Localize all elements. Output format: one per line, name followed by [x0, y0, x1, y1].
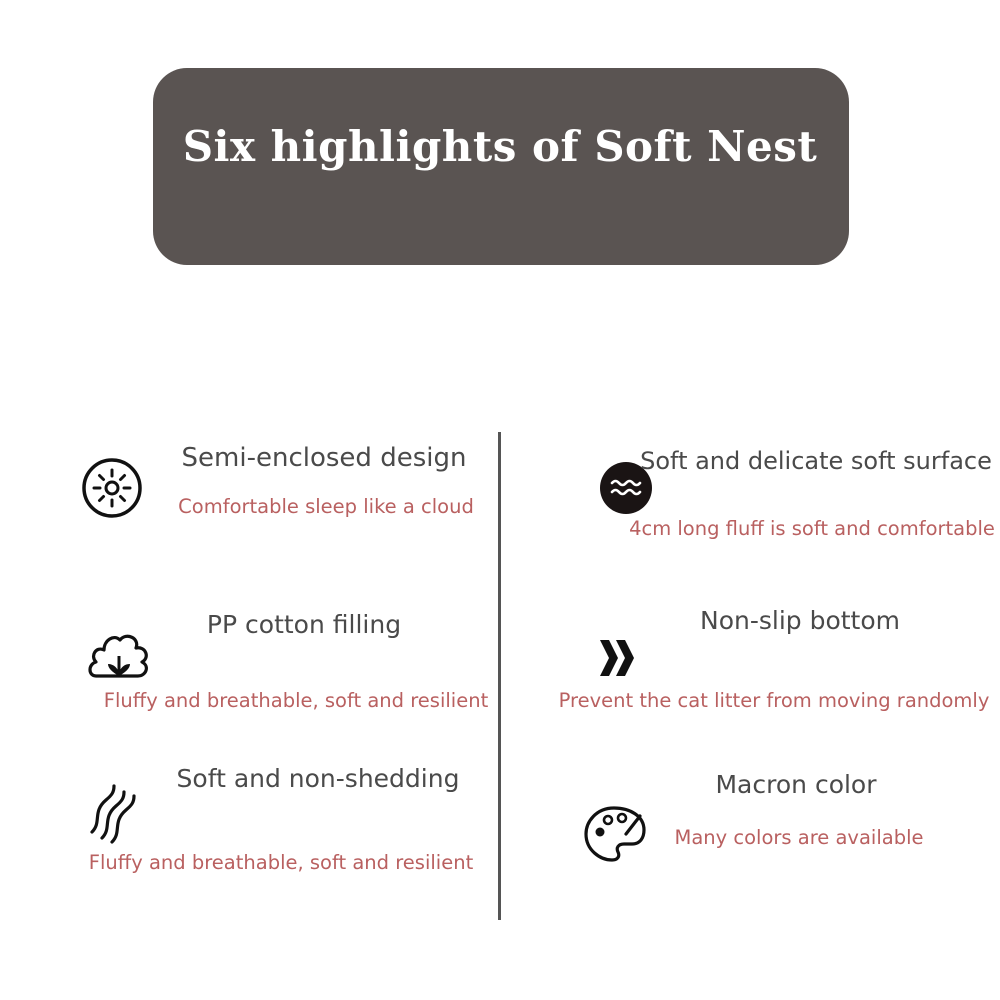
feature-subtitle-semi-enclosed: Comfortable sleep like a cloud: [178, 495, 474, 518]
feature-title-macron-color: Macron color: [715, 770, 877, 799]
feature-title-semi-enclosed: Semi-enclosed design: [181, 443, 467, 473]
feature-title-non-shedding: Soft and non-shedding: [176, 764, 460, 793]
sun-circle-icon: [80, 456, 144, 520]
feature-subtitle-non-slip: Prevent the cat litter from moving randomly: [558, 689, 990, 712]
page-title: Six highlights of Soft Nest: [182, 122, 818, 171]
feature-subtitle-non-shedding: Fluffy and breathable, soft and resilient: [88, 851, 474, 874]
cotton-icon: [86, 626, 152, 682]
feature-title-pp-cotton: PP cotton filling: [206, 610, 402, 639]
feature-subtitle-macron-color: Many colors are available: [674, 826, 924, 849]
feature-subtitle-pp-cotton: Fluffy and breathable, soft and resilient: [103, 689, 489, 712]
feature-title-soft-surface: Soft and delicate soft surface: [640, 447, 992, 475]
column-divider: [498, 432, 501, 920]
double-chevron-icon: [598, 638, 638, 678]
feature-title-non-slip: Non-slip bottom: [699, 606, 901, 635]
feature-subtitle-soft-surface: 4cm long fluff is soft and comfortable: [629, 517, 995, 540]
wavy-lines-icon: [88, 780, 144, 844]
palette-icon: [582, 804, 646, 864]
